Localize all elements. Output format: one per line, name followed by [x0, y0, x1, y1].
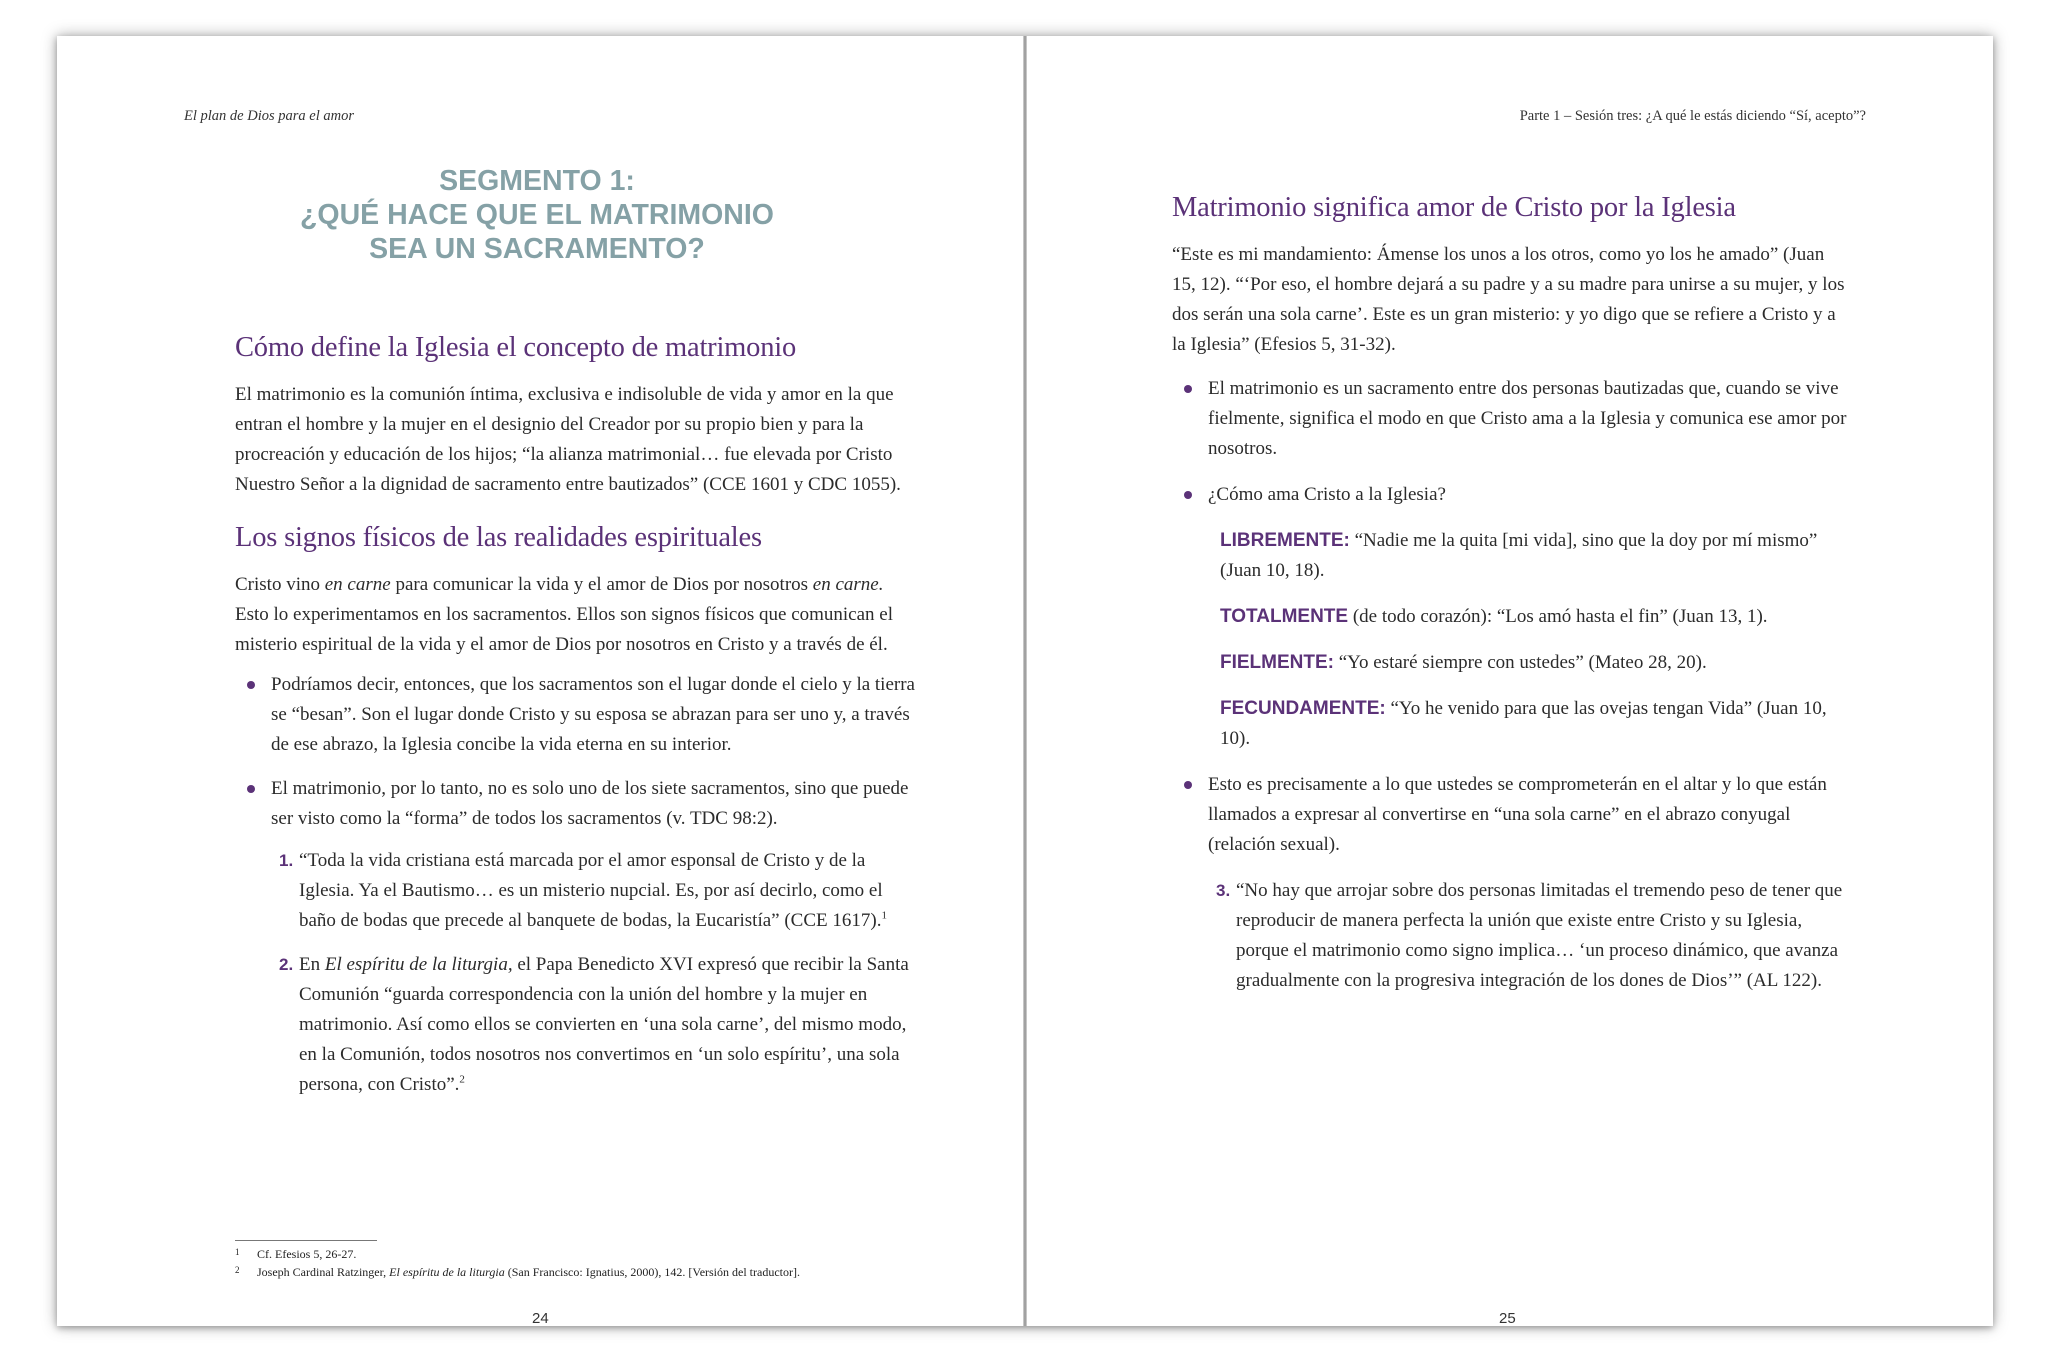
- numbered-item-2: 2. En El espíritu de la liturgia, el Papa Benedicto XVI expresó que recibir la Santa Comunión “guarda correspondencia con la unión del hombre y la mujer en matrimonio. Así como ellos se convierten en ‘una sola carne’, del mismo modo, en la Comunión, todos nosotros nos convertimos en ‘un solo espíritu’, una sola persona, con Cristo”.$^2$: [279, 954, 909, 1095]
- bullet-dot-icon: [247, 681, 255, 689]
- segment-title-line-1: SEGMENTO 1:: [439, 165, 635, 197]
- running-head-right: Parte 1 – Sesión tres: ¿A qué le estás diciendo “Sí, acepto”?: [1519, 108, 1866, 124]
- right-numbered-list: [1172, 876, 1852, 996]
- list-item: ¿Cómo ama Cristo a la Iglesia?: [1172, 480, 1852, 510]
- list-item: Podríamos decir, entonces, que los sacramentos son el lugar donde el cielo y la tierra se “besan”. Son el lugar donde Cristo y su esposa se abrazan para ser uno y, a través de ese abrazo, la Iglesia concibe la vida eterna en su interior.: [235, 670, 915, 760]
- way-freely: LIBREMENTE: “Nadie me la quita [mi vida], sino que la doy por mí mismo” (Juan 10, 18).: [1220, 530, 1818, 581]
- section-heading-signs: Los signos físicos de las realidades espirituales: [235, 522, 762, 553]
- way-faithfully: FIELMENTE: “Yo estaré siempre con ustedes” (Mateo 28, 20).: [1220, 652, 1707, 673]
- book-spread: [57, 36, 1993, 1326]
- section-heading-definition: Cómo define la Iglesia el concepto de matrimonio: [235, 332, 797, 363]
- definition-paragraph: El matrimonio es la comunión íntima, exclusiva e indisoluble de vida y amor en la que entran el hombre y la mujer en el designio del Creador por su propio bien y para la procreación y educación de los hijos; “la alianza matrimonial… fue elevada por Cristo Nuestro Señor a la dignidad de sacramento entre bautizados” (CCE 1601 y CDC 1055).: [235, 384, 901, 495]
- footnote-rule: [235, 1240, 377, 1241]
- page-number-right: 25: [1499, 1310, 1516, 1327]
- list-item: El matrimonio, por lo tanto, no es solo uno de los siete sacramentos, sino que puede ser visto como la “forma” de todos los sacramentos (v. TDC 98:2).: [235, 774, 915, 834]
- list-item: Esto es precisamente a lo que ustedes se comprometerán en el altar y lo que están llamados a expresar al convertirse en “una sola carne” en el abrazo conyugal (relación sexual).: [1172, 770, 1852, 860]
- section-heading-christ-love: Matrimonio significa amor de Cristo por la Iglesia: [1172, 192, 1736, 223]
- bullet-dot-icon: [1184, 491, 1192, 499]
- ways-of-love-list: [1172, 526, 1852, 754]
- way-fruitfully: FECUNDAMENTE: “Yo he venido para que las ovejas tengan Vida” (Juan 10, 10).: [1220, 698, 1827, 749]
- segment-title: [257, 164, 817, 266]
- signs-bullet-list: [235, 670, 915, 834]
- christ-love-bullet-list: [1172, 374, 1852, 510]
- commitment-bullet-list: [1172, 770, 1852, 860]
- left-text-column: [235, 330, 915, 1100]
- numbered-item-1: 1. “Toda la vida cristiana está marcada por el amor esponsal de Cristo y de la Iglesia. Ya el Bautismo… es un misterio nupcial. Es, por así decirlo, como el baño de bodas que precede al banquete de bodas, la Eucaristía” (CCE 1617).$^1$: [279, 850, 887, 931]
- footnote-2: 2 Joseph Cardinal Ratzinger, El espíritu de la liturgia (San Francisco: Ignatius, 2000), 142. [Versión del traductor].: [235, 1265, 800, 1279]
- numbered-item-3: 3. “No hay que arrojar sobre dos personas limitadas el tremendo peso de tener que reproducir de manera perfecta la unión que existe entre Cristo y su Iglesia, porque el matrimonio como signo implica… ‘un proceso dinámico, que avanza gradualmente con la progresiva integración de los dones de Dios’” (AL 122).: [1216, 880, 1843, 991]
- bullet-dot-icon: [1184, 385, 1192, 393]
- segment-title-line-2: ¿QUÉ HACE QUE EL MATRIMONIO: [300, 199, 774, 231]
- sacraments-numbered-list: [235, 846, 915, 1100]
- bullet-dot-icon: [1184, 781, 1192, 789]
- bullet-dot-icon: [247, 785, 255, 793]
- page-number-left: 24: [532, 1310, 549, 1327]
- list-item: El matrimonio es un sacramento entre dos personas bautizadas que, cuando se vive fielmente, significa el modo en que Cristo ama a la Iglesia y comunica ese amor por nosotros.: [1172, 374, 1852, 464]
- running-head-left: El plan de Dios para el amor: [184, 108, 354, 124]
- scripture-quote: “Este es mi mandamiento: Ámense los unos a los otros, como yo los he amado” (Juan 15, 12). “‘Por eso, el hombre dejará a su padre y a su madre para unirse a su mujer, y los dos serán una sola carne’. Este es un gran misterio: y yo digo que se refiere a Cristo y a la Iglesia” (Efesios 5, 31-32).: [1172, 244, 1845, 355]
- signs-paragraph: Cristo vino en carne para comunicar la vida y el amor de Dios por nosotros en carne. Esto lo experimentamos en los sacramentos. Ellos son signos físicos que comunican el misterio espiritual de la vida y el amor de Dios por nosotros en Cristo y a través de él.: [235, 574, 894, 655]
- segment-title-line-3: SEA UN SACRAMENTO?: [369, 233, 705, 265]
- way-totally: TOTALMENTE (de todo corazón): “Los amó hasta el fin” (Juan 13, 1).: [1220, 606, 1768, 627]
- right-page: [1027, 36, 1993, 1326]
- footnote-1: 1 Cf. Efesios 5, 26-27.: [235, 1247, 357, 1261]
- footnotes: [235, 1245, 935, 1281]
- left-page: [57, 36, 1023, 1326]
- right-text-column: [1172, 190, 1852, 996]
